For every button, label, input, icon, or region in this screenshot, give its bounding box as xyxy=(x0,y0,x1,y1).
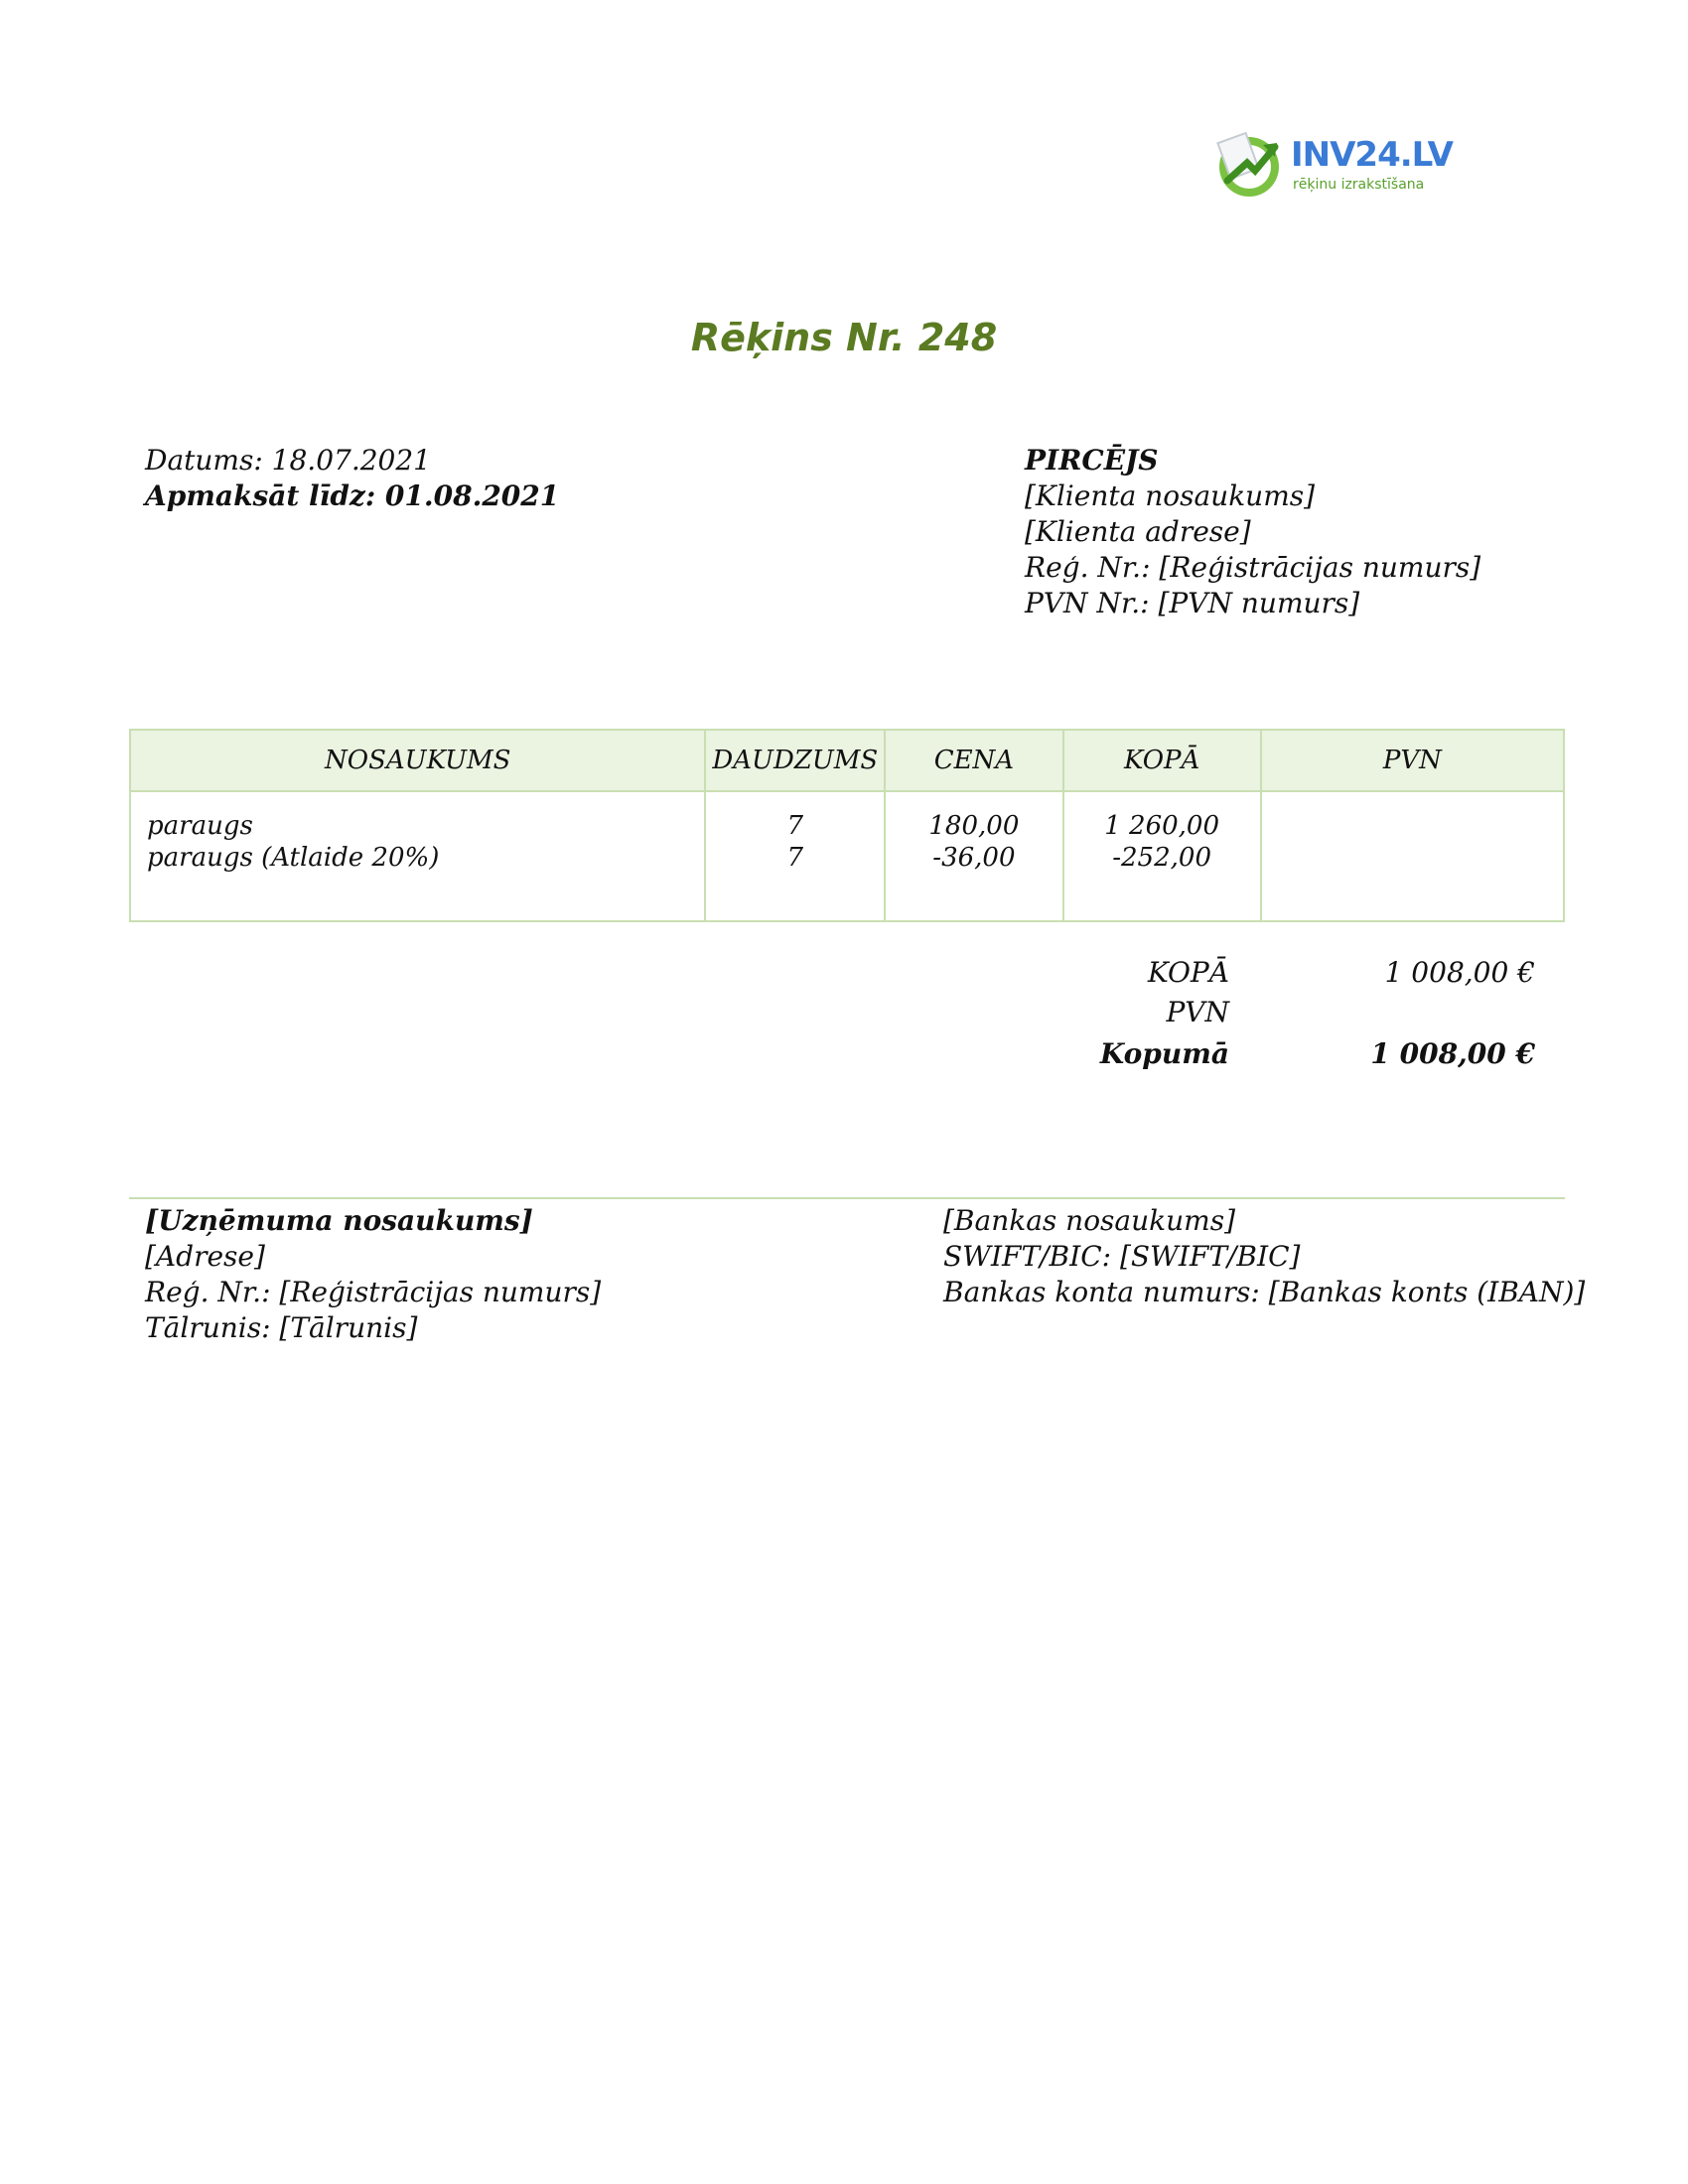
logo-icon xyxy=(1213,129,1285,201)
footer-divider xyxy=(129,1197,1565,1199)
buyer-heading: PIRCĒJS xyxy=(1025,444,1159,477)
item-price: -36,00 xyxy=(932,843,1016,873)
vat-label: PVN xyxy=(1166,996,1229,1028)
item-quantities-cell xyxy=(705,791,885,921)
buyer-address: [Klienta adrese] xyxy=(1025,515,1251,548)
column-header-total: KOPĀ xyxy=(1063,730,1261,791)
logo-tagline: rēķinu izrakstīšana xyxy=(1293,177,1425,193)
item-name: paraugs xyxy=(147,811,253,841)
table-header-row xyxy=(130,730,1564,791)
invoice-title: Rēķins Nr. 248 xyxy=(690,316,998,359)
seller-reg: Reģ. Nr.: [Reģistrācijas numurs] xyxy=(145,1276,602,1308)
subtotal-value: 1 008,00 € xyxy=(1384,956,1535,989)
seller-name: [Uzņēmuma nosaukums] xyxy=(145,1204,533,1237)
item-name: paraugs (Atlaide 20%) xyxy=(147,843,440,873)
seller-phone: Tālrunis: [Tālrunis] xyxy=(145,1311,418,1344)
item-total: 1 260,00 xyxy=(1104,811,1220,841)
item-prices-cell xyxy=(885,791,1062,921)
table-row xyxy=(130,791,1564,921)
due-date: Apmaksāt līdz: 01.08.2021 xyxy=(145,479,560,512)
subtotal-label: KOPĀ xyxy=(1147,956,1229,989)
column-header-quantity: DAUDZUMS xyxy=(705,730,885,791)
buyer-vat: PVN Nr.: [PVN numurs] xyxy=(1025,587,1360,619)
items-table xyxy=(129,729,1565,922)
item-vat-cell xyxy=(1261,791,1564,921)
invoice-date: Datums: 18.07.2021 xyxy=(145,444,431,477)
seller-address: [Adrese] xyxy=(145,1240,265,1273)
bank-account: Bankas konta numurs: [Bankas konts (IBAN)] xyxy=(943,1276,1586,1308)
item-quantity: 7 xyxy=(786,843,804,873)
item-quantity: 7 xyxy=(786,811,804,841)
column-header-vat: PVN xyxy=(1261,730,1564,791)
bank-swift: SWIFT/BIC: [SWIFT/BIC] xyxy=(943,1240,1301,1273)
column-header-price: CENA xyxy=(885,730,1062,791)
logo-text: INV24.LV xyxy=(1291,135,1453,175)
item-names-cell xyxy=(130,791,705,921)
item-total: -252,00 xyxy=(1112,843,1211,873)
item-totals-cell xyxy=(1063,791,1261,921)
column-header-name: NOSAUKUMS xyxy=(130,730,705,791)
buyer-reg: Reģ. Nr.: [Reģistrācijas numurs] xyxy=(1025,551,1481,584)
grand-total-label: Kopumā xyxy=(1099,1037,1229,1070)
buyer-name: [Klienta nosaukums] xyxy=(1025,479,1316,512)
bank-name: [Bankas nosaukums] xyxy=(943,1204,1235,1237)
grand-total-value: 1 008,00 € xyxy=(1370,1037,1535,1070)
item-price: 180,00 xyxy=(928,811,1020,841)
